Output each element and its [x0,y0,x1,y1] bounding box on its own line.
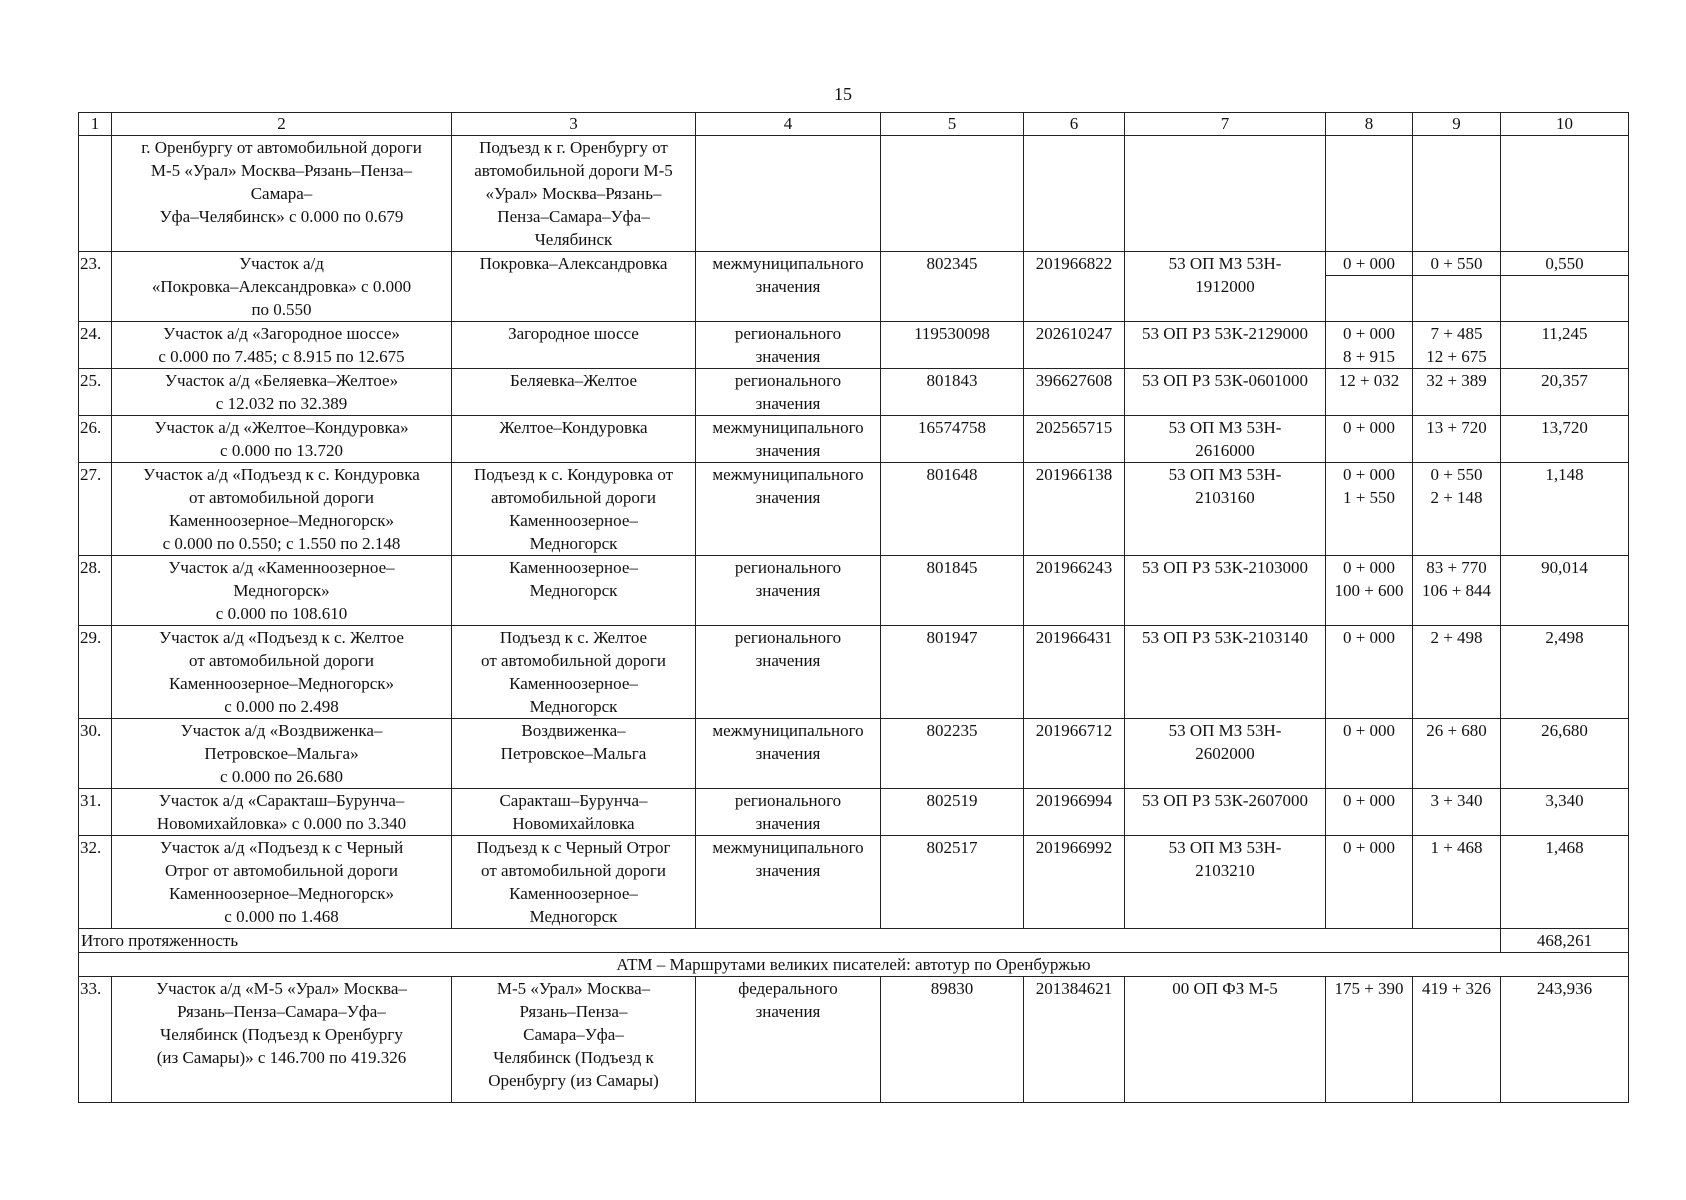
cell-col10: 3,340 [1501,789,1629,836]
cell-name: Участок а/д «Подъезд к с. Желтое от автомобильной дороги Каменноозерное–Медногорск» с 0.000 по 2.498 [112,626,452,719]
cell-name: Участок а/д «Подъезд к с. Кондуровка от автомобильной дороги Каменноозерное–Медногорск» с 0.000 по 0.550; с 1.550 по 2.148 [112,463,452,556]
cell-num: 28. [79,556,112,626]
cell-col7: 53 ОП МЗ 53Н- 2103210 [1125,836,1326,929]
cell-name: Участок а/д «Подъезд к с Черный Отрог от автомобильной дороги Каменноозерное–Медногорск» с 0.000 по 1.468 [112,836,452,929]
cell-col9-empty [1413,276,1500,298]
cell-col5: 801843 [881,369,1024,416]
cell-num: 25. [79,369,112,416]
header-row [79,113,1629,136]
cell-col10: 20,357 [1501,369,1629,416]
cell-col5: 119530098 [881,322,1024,369]
cell-significance: регионального значения [696,789,881,836]
table-row [79,977,1629,1103]
cell-name: Участок а/д «Покровка–Александровка» с 0.000 по 0.550 [112,252,452,322]
cell-col8 [1326,252,1413,322]
cell-name: Участок а/д «Каменноозерное– Медногорск» с 0.000 по 108.610 [112,556,452,626]
cell-col8: 0 + 000 100 + 600 [1326,556,1413,626]
cell-col8: 0 + 000 [1326,836,1413,929]
cell-col9: 26 + 680 [1413,719,1501,789]
header-cell: 4 [696,113,881,136]
cell-col9: 419 + 326 [1413,977,1501,1103]
section-title: АТМ – Маршрутами великих писателей: автотур по Оренбуржью [79,953,1629,977]
cell-num: 29. [79,626,112,719]
header-cell: 8 [1326,113,1413,136]
cell-road: Загородное шоссе [452,322,696,369]
cell-col9 [1413,252,1501,322]
cell-col6: 396627608 [1024,369,1125,416]
cell-num: 26. [79,416,112,463]
cell-col8: 12 + 032 [1326,369,1413,416]
cell-col8: 0 + 000 [1326,416,1413,463]
cell-col9: 83 + 770 106 + 844 [1413,556,1501,626]
cell-road: М-5 «Урал» Москва– Рязань–Пенза– Самара–Уфа– Челябинск (Подъезд к Оренбургу (из Самары) [452,977,696,1103]
table-row [79,136,1629,252]
table-row [79,322,1629,369]
cell-col8-value: 0 + 000 [1326,252,1412,276]
cell-col5: 16574758 [881,416,1024,463]
cell-col10: 1,468 [1501,836,1629,929]
cell-col5: 801648 [881,463,1024,556]
cell-col9: 1 + 468 [1413,836,1501,929]
cell-col6: 201966712 [1024,719,1125,789]
header-cell: 7 [1125,113,1326,136]
cell-col5: 802519 [881,789,1024,836]
cell-num: 30. [79,719,112,789]
cell-col10-value: 0,550 [1501,252,1628,276]
cell-col9: 0 + 550 2 + 148 [1413,463,1501,556]
section-row [79,953,1629,977]
cell-col7 [1125,136,1326,252]
cell-col6: 202610247 [1024,322,1125,369]
cell-col6: 201966243 [1024,556,1125,626]
cell-col7: 53 ОП РЗ 53К-2103140 [1125,626,1326,719]
header-cell: 5 [881,113,1024,136]
cell-significance: регионального значения [696,322,881,369]
cell-col6: 201966994 [1024,789,1125,836]
cell-num [79,136,112,252]
cell-col6: 201966431 [1024,626,1125,719]
cell-name: Участок а/д «Воздвиженка– Петровское–Мальга» с 0.000 по 26.680 [112,719,452,789]
cell-road: Подъезд к г. Оренбургу от автомобильной дороги М-5 «Урал» Москва–Рязань– Пенза–Самара–Уфа– Челябинск [452,136,696,252]
total-row [79,929,1629,953]
cell-name: Участок а/д «Желтое–Кондуровка» с 0.000 по 13.720 [112,416,452,463]
cell-col10: 11,245 [1501,322,1629,369]
cell-col7: 53 ОП МЗ 53Н- 1912000 [1125,252,1326,322]
cell-col9: 13 + 720 [1413,416,1501,463]
header-cell: 2 [112,113,452,136]
cell-col8-empty [1326,276,1412,298]
cell-col9: 3 + 340 [1413,789,1501,836]
table-row [79,252,1629,322]
cell-col8 [1326,136,1413,252]
table-row [79,463,1629,556]
cell-road: Подъезд к с Черный Отрог от автомобильной дороги Каменноозерное– Медногорск [452,836,696,929]
cell-col8: 0 + 000 [1326,789,1413,836]
cell-significance: федерального значения [696,977,881,1103]
cell-name: Участок а/д «Саракташ–Бурунча– Новомихайловка» с 0.000 по 3.340 [112,789,452,836]
cell-num: 27. [79,463,112,556]
cell-col8: 0 + 000 [1326,719,1413,789]
cell-col7: 53 ОП РЗ 53К-2129000 [1125,322,1326,369]
cell-col5: 802235 [881,719,1024,789]
cell-col10 [1501,136,1629,252]
cell-col6: 201966992 [1024,836,1125,929]
table-row [79,369,1629,416]
table-row [79,789,1629,836]
header-cell: 3 [452,113,696,136]
cell-name: Участок а/д «М-5 «Урал» Москва– Рязань–Пенза–Самара–Уфа– Челябинск (Подъезд к Оренбургу (из Самары)» с 146.700 по 419.326 [112,977,452,1103]
cell-col7: 00 ОП ФЗ М-5 [1125,977,1326,1103]
cell-col9: 2 + 498 [1413,626,1501,719]
cell-col10-empty [1501,276,1628,298]
cell-num: 33. [79,977,112,1103]
cell-col7: 53 ОП РЗ 53К-0601000 [1125,369,1326,416]
cell-col8: 175 + 390 [1326,977,1413,1103]
cell-col9 [1413,136,1501,252]
cell-col10: 243,936 [1501,977,1629,1103]
table-row [79,556,1629,626]
cell-col6: 201966138 [1024,463,1125,556]
cell-col10 [1501,252,1629,322]
cell-road: Желтое–Кондуровка [452,416,696,463]
cell-road: Беляевка–Желтое [452,369,696,416]
table-row [79,626,1629,719]
cell-col9: 7 + 485 12 + 675 [1413,322,1501,369]
header-cell: 9 [1413,113,1501,136]
cell-col7: 53 ОП РЗ 53К-2607000 [1125,789,1326,836]
cell-significance: регионального значения [696,626,881,719]
cell-significance: межмуниципального значения [696,719,881,789]
cell-significance: межмуниципального значения [696,836,881,929]
cell-col10: 2,498 [1501,626,1629,719]
cell-col7: 53 ОП РЗ 53К-2103000 [1125,556,1326,626]
page-number: 15 [834,84,852,104]
cell-col6: 201384621 [1024,977,1125,1103]
cell-significance: межмуниципального значения [696,252,881,322]
cell-col6 [1024,136,1125,252]
cell-col5: 802517 [881,836,1024,929]
cell-col5: 802345 [881,252,1024,322]
cell-col10: 13,720 [1501,416,1629,463]
cell-num: 24. [79,322,112,369]
cell-col7: 53 ОП МЗ 53Н- 2616000 [1125,416,1326,463]
cell-name: Участок а/д «Беляевка–Желтое» с 12.032 по 32.389 [112,369,452,416]
cell-col9-value: 0 + 550 [1413,252,1500,276]
cell-name: Участок а/д «Загородное шоссе» с 0.000 по 7.485; с 8.915 по 12.675 [112,322,452,369]
cell-name: г. Оренбургу от автомобильной дороги М-5 «Урал» Москва–Рязань–Пенза– Самара– Уфа–Челябинск» с 0.000 по 0.679 [112,136,452,252]
cell-col7: 53 ОП МЗ 53Н- 2103160 [1125,463,1326,556]
cell-significance: регионального значения [696,369,881,416]
cell-col8: 0 + 000 8 + 915 [1326,322,1413,369]
cell-road: Покровка–Александровка [452,252,696,322]
header-cell: 1 [79,113,112,136]
cell-significance: межмуниципального значения [696,416,881,463]
cell-col10: 1,148 [1501,463,1629,556]
cell-road: Подъезд к с. Кондуровка от автомобильной дороги Каменноозерное– Медногорск [452,463,696,556]
total-label: Итого протяженность [79,929,1501,953]
cell-significance [696,136,881,252]
cell-col5: 801947 [881,626,1024,719]
cell-col5: 801845 [881,556,1024,626]
cell-num: 31. [79,789,112,836]
table-row [79,416,1629,463]
cell-col7: 53 ОП МЗ 53Н- 2602000 [1125,719,1326,789]
table-row [79,719,1629,789]
cell-col6: 201966822 [1024,252,1125,322]
header-cell: 10 [1501,113,1629,136]
table-row [79,836,1629,929]
cell-road: Каменноозерное– Медногорск [452,556,696,626]
cell-significance: межмуниципального значения [696,463,881,556]
cell-road: Подъезд к с. Желтое от автомобильной дороги Каменноозерное– Медногорск [452,626,696,719]
cell-road: Саракташ–Бурунча– Новомихайловка [452,789,696,836]
cell-num: 32. [79,836,112,929]
cell-num: 23. [79,252,112,322]
cell-col8: 0 + 000 [1326,626,1413,719]
total-value: 468,261 [1501,929,1629,953]
header-cell: 6 [1024,113,1125,136]
road-table [78,112,1629,1103]
cell-col10: 90,014 [1501,556,1629,626]
cell-road: Воздвиженка– Петровское–Мальга [452,719,696,789]
cell-col9: 32 + 389 [1413,369,1501,416]
cell-col8: 0 + 000 1 + 550 [1326,463,1413,556]
cell-significance: регионального значения [696,556,881,626]
cell-col10: 26,680 [1501,719,1629,789]
cell-col5: 89830 [881,977,1024,1103]
cell-col6: 202565715 [1024,416,1125,463]
cell-col5 [881,136,1024,252]
